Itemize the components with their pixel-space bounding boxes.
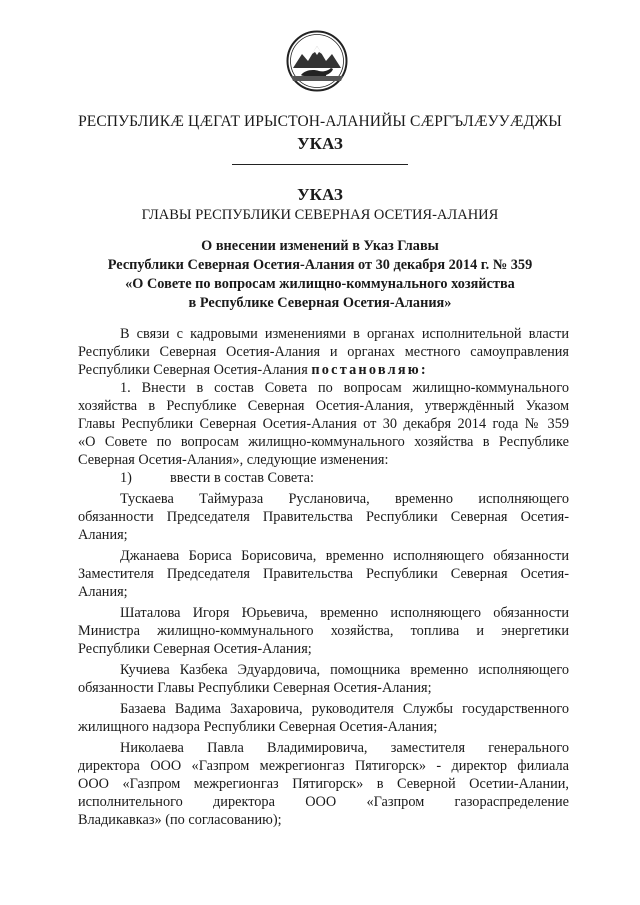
body-line: Алания;	[78, 527, 128, 543]
title-line: Республики Северная Осетия-Алания от 30 декабря 2014 г. № 359	[107, 257, 533, 273]
title-line: в Республике Северная Осетия-Алания»	[188, 295, 452, 311]
body-line: Шаталова Игоря Юрьевича, временно исполняющего обязанности	[120, 605, 569, 621]
coat-of-arms-emblem	[286, 30, 348, 92]
body-line: Тускаева Таймураза Руслановича, временно исполняющего	[120, 491, 569, 507]
header-divider	[232, 164, 408, 165]
body-line: Владикавказ» (по согласованию);	[78, 812, 282, 828]
body-line: хозяйства в Республике Северная Осетия-Алания, утверждённый Указом	[78, 398, 569, 414]
doc-type-top: УКАЗ	[297, 134, 343, 153]
body-line: исполнительного директора ООО «Газпром газораспределение	[78, 794, 569, 810]
body-line: ООО «Газпром межрегионгаз Пятигорск» в Северной Осетии-Алании,	[78, 776, 569, 792]
postanovlyayu-word: постановляю:	[311, 362, 428, 378]
body-line: Северная Осетия-Алания», следующие изменения:	[78, 452, 389, 468]
republic-name-ossetian: РЕСПУБЛИКӔ ЦӔГАТ ИРЫСТОН-АЛАНИЙЫ СӔРГЪЛӔУУӔДЖЫ	[78, 113, 562, 130]
body-line: ввести в состав Совета:	[170, 470, 314, 486]
body-line: Главы Республики Северная Осетия-Алания от 30 декабря 2014 года № 359	[78, 416, 569, 432]
title-line: О внесении изменений в Указ Главы	[201, 238, 439, 254]
body-line: Республики Северная Осетия-Алания;	[78, 641, 312, 657]
body-line	[78, 361, 428, 379]
body-line: Николаева Павла Владимировича, заместителя генерального	[120, 740, 569, 756]
title-line: «О Совете по вопросам жилищно-коммунального хозяйства	[125, 276, 515, 292]
body-line: Заместителя Председателя Правительства Республики Северная Осетия-	[78, 566, 569, 582]
body-line: Алания;	[78, 584, 128, 600]
body-line: Джанаева Бориса Борисовича, временно исполняющего обязанности	[120, 548, 569, 564]
body-line: обязанности Главы Республики Северная Осетия-Алания;	[78, 680, 432, 696]
body-line: Республики Северная Осетия-Алания и органах местного самоуправления	[78, 344, 569, 360]
body-line: «О Совете по вопросам жилищно-коммунального хозяйства в Республике	[78, 434, 569, 450]
body-line: В связи с кадровыми изменениями в органах исполнительной власти	[120, 326, 569, 342]
body-text: Республики Северная Осетия-Алания	[78, 362, 308, 378]
doc-type-main: УКАЗ	[297, 185, 343, 204]
body-line: Кучиева Казбека Эдуардовича, помощника временно исполняющего	[120, 662, 569, 678]
list-marker: 1)	[120, 470, 132, 486]
body-line: 1. Внести в состав Совета по вопросам жилищно-коммунального	[120, 380, 569, 396]
issuer-line: ГЛАВЫ РЕСПУБЛИКИ СЕВЕРНАЯ ОСЕТИЯ-АЛАНИЯ	[141, 207, 499, 223]
body-line: директора ООО «Газпром межрегионгаз Пятигорск» - директор филиала	[78, 758, 569, 774]
body-line: обязанности Председателя Правительства Республики Северная Осетия-	[78, 509, 569, 525]
body-line: Базаева Вадима Захаровича, руководителя Службы государственного	[120, 701, 569, 717]
body-line: Министра жилищно-коммунального хозяйства, топлива и энергетики	[78, 623, 569, 639]
body-line: жилищного надзора Республики Северная Осетия-Алания;	[78, 719, 438, 735]
